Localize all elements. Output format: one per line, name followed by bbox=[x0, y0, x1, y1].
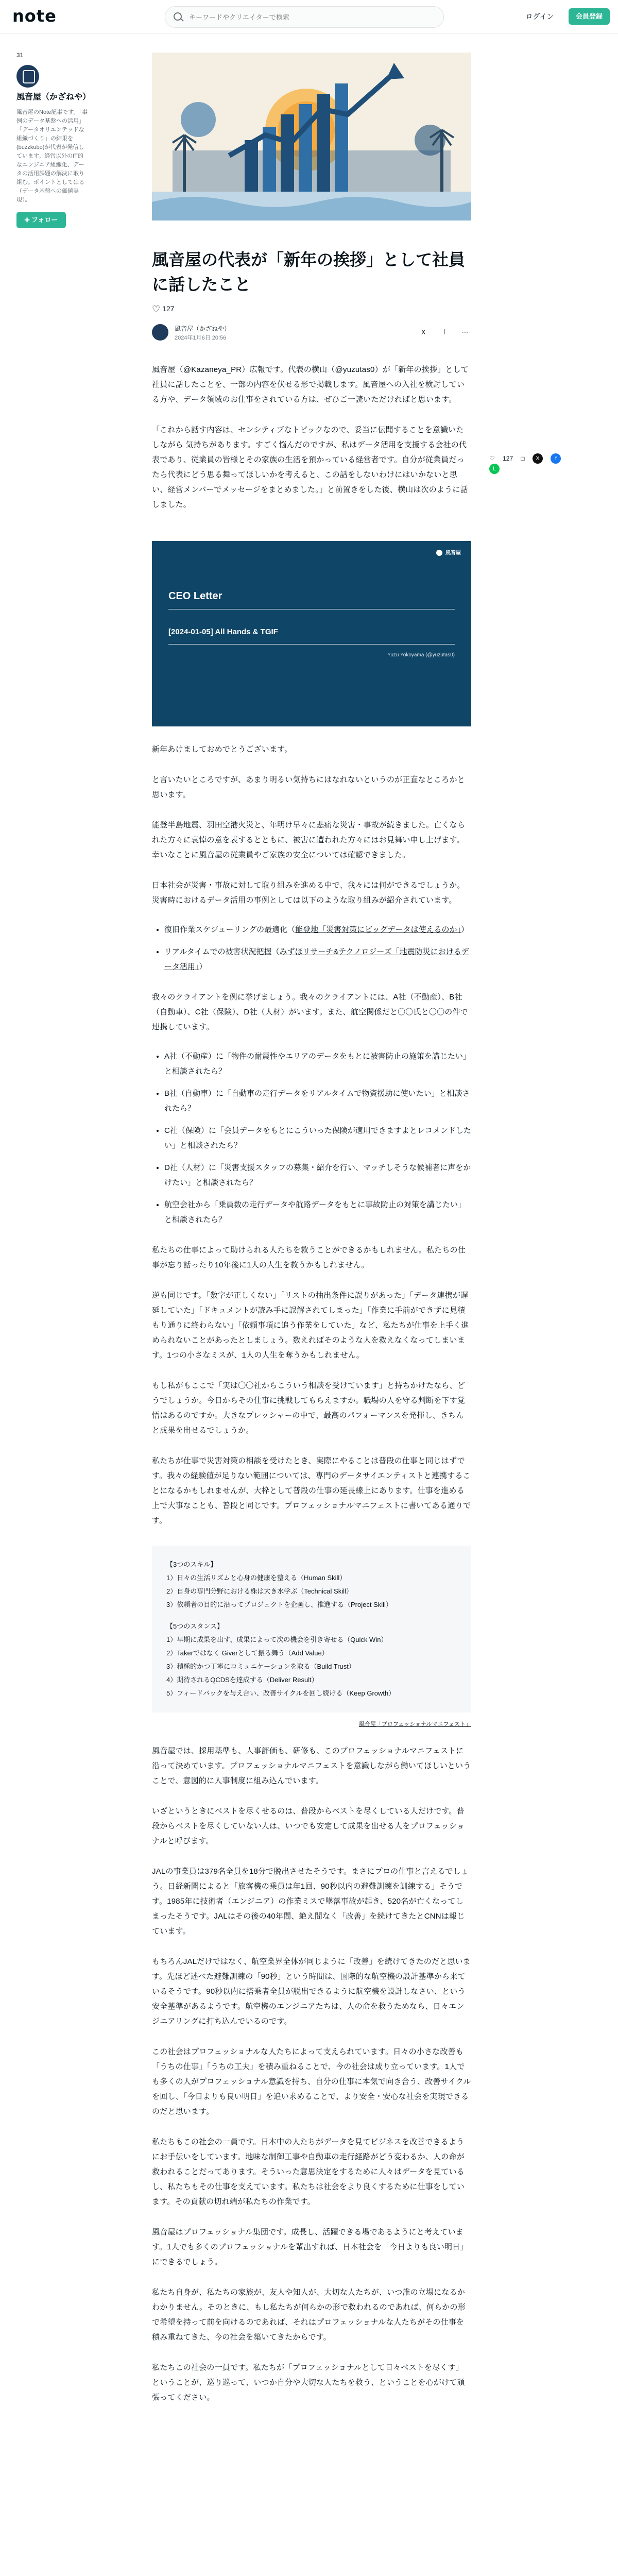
paragraph: 風音屋はプロフェッショナル集団です。成長し、活躍できる場であるようにと考えています。1人でも多くのプロフェッショナルを輩出すれば、日本社会を「今日よりも良い明日」にできるでしょう。 bbox=[152, 2228, 468, 2266]
hero-image bbox=[152, 53, 471, 221]
quote-line: 3）積極的かつ丁寧にコミュニケーションを取る（Build Trust） bbox=[166, 1663, 355, 1670]
article-main bbox=[152, 53, 471, 2405]
paragraph: 「これから話す内容は、センシティブなトピックなので、妥当に伝聞することを意識いたしながら 気持ちがあります。すごく悩んだのですが、私はデータ活用を支援する会社の代表であり、従業員の皆様とその家族の生活を預かっている経営者です。自分が従業員だったら代表にどう思る舞ってほしいかを考えると、この話をしないわけにはいかないと思い、経営メンバーでメッセージをまとめました。」と前置きをした後、横山は次のように話しました。 bbox=[152, 426, 468, 509]
list-item: • B社（自動車）に「自動車の走行データをリアルタイムで物資援助に使いたい」と相談されたら？ bbox=[164, 1086, 471, 1116]
line-share-icon[interactable]: L bbox=[489, 464, 500, 474]
ceo-letter-image bbox=[152, 541, 471, 726]
paragraph: この社会はプロフェッショナルな人たちによって支えられています。日々の小さな改善も「うちの仕事」「うちの工夫」を積み重ねることで、今の社会は成り立っています。1人でも多くの人がプロフェッショナル意識を持ち、自分の仕事に本気で向き合う、改善サイクルを回し、「今日よりも良い明日」を追い求めることで、より安全・安心な社会を実現できるのだと思います。 bbox=[152, 2047, 471, 2116]
manifesto-quote bbox=[152, 1546, 471, 1713]
search-icon bbox=[174, 12, 182, 21]
quote-line: 2）自身の専門分野における株は大き水学ぶ（Technical Skill） bbox=[166, 1587, 353, 1595]
list-item: • 復旧作業スケジューリングの最適化（能登地「災害対策にビッグデータは使えるのか」） bbox=[164, 922, 471, 937]
paragraph: 新年あけましておめでとうございます。 bbox=[152, 745, 293, 754]
quote-heading: 【3つのスキル】 bbox=[166, 1561, 217, 1568]
article-title: 風音屋の代表が「新年の挨拶」として社員に話したこと bbox=[152, 250, 466, 294]
comment-icon[interactable]: □ bbox=[521, 455, 525, 462]
list-item: • 航空会社から「乗員数の走行データや航路データをもとに事故防止の対策を講じたい」と相談されたら？ bbox=[164, 1197, 471, 1227]
list-item: • C社（保険）に「会員データをもとにこういった保険が適用できますよとレコメンドしたい」と相談されたら？ bbox=[164, 1123, 471, 1153]
paragraph: もし私がもここで「実は〇〇社からこういう相談を受けています」と持ちかけたなら、どうでしょうか。今日からその仕事に挑戦してもらえますか。職場の人を守る判断を下す覚悟はあるのですか。大きなプレッシャーの中で、最高のパフォーマンスを発揮し、きちんと成果を出せるでしょうか。 bbox=[152, 1381, 466, 1435]
share-icons bbox=[411, 326, 471, 338]
quote-line: 1）日々の生活リズムと心身の健康を整える（Human Skill） bbox=[166, 1574, 347, 1582]
quote-line: 4）期待されるQCDSを達成する（Deliver Result） bbox=[166, 1676, 318, 1684]
signup-button[interactable]: 会員登録 bbox=[569, 8, 610, 25]
author-sidebar bbox=[16, 52, 89, 228]
user-plus-icon: ➕︎ bbox=[24, 216, 30, 224]
sidebar-author-description: 風音屋のNote記事です。「事例のデータ基盤への活用」「データオリエンテッドな組織づくり」の結果を(buzzkubo)が代表が発信しています。経営以外のIT的なエンジニア組織化、データの活用課題の解決に取り組む。ポイントとしてはる（データ基盤への価値実現）。 bbox=[16, 109, 88, 203]
reference-list bbox=[152, 922, 471, 974]
reference-link[interactable]: 能登地「災害対策にビッグデータは使えるのか」 bbox=[295, 925, 461, 934]
more-icon[interactable]: ⋯ bbox=[461, 328, 469, 336]
paragraph: 風音屋では、採用基準も、人事評価も、研修も、このプロフェッショナルマニフェストに沿って決めています。プロフェッショナルマニフェストを意識しながら働いてほしいということで、意図的に人事制度に組み込んでいます。 bbox=[152, 1747, 471, 1785]
paragraph: 風音屋（@Kazaneya_PR）広報です。代表の横山（@yuzutas0）が「新年の挨拶」として社員に話したことを、一部の内容を伏せる形で掲載します。風音屋への入社を検討している方や、データ領域のお仕事をされている方は、ぜひご一読いただければと思います。 bbox=[152, 365, 469, 404]
paragraph: 私たち自身が、私たちの家族が、友人や知人が、大切な人たちが、いつ誰の立場になるかわかりません。そのときに、もし私たちが何らかの形で救われるのであれば、何らかの形で希望を持って前を向けるのであれば、それはプロフェッショナルな人たちがその仕事を積み重ねてきた、今の社会を築いてきたからです。 bbox=[152, 2288, 466, 2342]
site-header bbox=[0, 0, 618, 33]
note-logo[interactable]: note bbox=[12, 6, 57, 26]
paragraph: 我々のクライアントを例に挙げましょう。我々のクライアントには、A社（不動産）、B社（自動車）、C社（保険）、D社（人材）がいます。また、航空関係だと〇〇氏と〇〇の件で連携しています。 bbox=[152, 993, 468, 1031]
facebook-share-icon[interactable]: f bbox=[443, 328, 445, 336]
login-button[interactable]: ログイン bbox=[519, 8, 560, 25]
ceo-letter-subtitle: [2024-01-05] All Hands & TGIF bbox=[168, 628, 278, 636]
avatar[interactable] bbox=[16, 65, 39, 88]
client-scenario-list bbox=[152, 1049, 471, 1227]
quote-source-link[interactable]: 風音屋「プロフェッショナルマニフェスト」 bbox=[358, 1721, 471, 1727]
x-share-icon[interactable]: X bbox=[421, 328, 426, 336]
like-count: 127 bbox=[162, 304, 175, 313]
floating-like-count: 127 bbox=[503, 455, 513, 462]
quote-line: 1）早期に成果を出す、成果によって次の機会を引き寄せる（Quick Win） bbox=[166, 1636, 388, 1643]
paragraph: いざというときにベストを尽くせるのは、普段からベストを尽くしている人だけです。普段からベストを尽くしていない人は、いつでも安定して成果を出せる人をプロフェッショナルと呼びます。 bbox=[152, 1807, 465, 1845]
paragraph: 私たちもこの社会の一員です。日本中の人たちがデータを見てビジネスを改善できるようにお手伝いをしています。地味な制御工事や自動車の走行経路がどう変わるか、人の命が救われることだってあります。そういった意思決定をするために人々はデータを見ているし、私たちもその仕事を支えています。私たちは社会をより良くするために仕事をしています。その貢献の切れ端が私たちの作業です。 bbox=[152, 2138, 465, 2206]
list-item: • A社（不動産）に「物件の耐震性やエリアのデータをもとに被害防止の施策を講じたい」と相談されたら？ bbox=[164, 1049, 471, 1079]
facebook-share-icon[interactable]: f bbox=[551, 453, 561, 464]
publish-date: 2024年1月6日 20:56 bbox=[175, 335, 227, 341]
author-row bbox=[152, 322, 471, 343]
list-item: • D社（人材）に「災害支援スタッフの募集・紹介を行い、マッチしそうな候補者に声をかけたい」と相談されたら？ bbox=[164, 1160, 471, 1190]
sidebar-author-name[interactable]: 風音屋（かざねや） bbox=[16, 93, 91, 101]
paragraph: もちろんJALだけではなく、航空業界全体が同じように「改善」を続けてきたのだと思います。先ほど述べた避難訓練の「90秒」という時間は、国際的な航空機の設計基準から来ているそうです。90秒以内に搭乗者全員が脱出できるように航空機を設計しなさい、という安全基準があるようです。航空機のエンジニアたちは、人の命を救うためなら、日々エンジニアリングに打ち込んでいるのです。 bbox=[152, 1957, 471, 2026]
paragraph: と言いたいところですが、あまり明るい気持ちにはなれないというのが正直なところかと思います。 bbox=[152, 775, 465, 799]
x-share-icon[interactable]: X bbox=[533, 453, 543, 464]
heart-icon[interactable]: ♡ bbox=[489, 455, 495, 462]
paragraph: JALの事業員は379名全員を18分で脱出させたそうです。まさにプロの仕事と言えるでしょう。日経新聞によると「旅客機の乗員は年1回、90秒以内の避難訓練を訓練する」そうです。1985年に技術者（エンジニア）の作業ミスで墜落事故が起き、520名が亡くなってしまったそうです。JALはその後の40年間、絶え間なく「改善」を続けてきたとCNNは報じています。 bbox=[152, 1867, 469, 1936]
quote-line: 3）依頼者の目的に沿ってプロジェクトを企画し、推進する（Project Skill） bbox=[166, 1601, 392, 1608]
ceo-letter-byline: Yuzu Yokoyama (@yuzutas0) bbox=[387, 652, 455, 658]
search-input[interactable] bbox=[188, 7, 437, 27]
paragraph: 私たちが仕事で災害対策の相談を受けたとき、実際にやることは普段の仕事と同じはずです。我々の経験値が足りない範囲については、専門のデータサイエンティストと連携することになるかもしれませんが、大枠として普段の仕事の延長線上にあります。仕事を進める上で大事なことも、普段と同じです。プロフェッショナルマニフェストに書いてある通りです。 bbox=[152, 1456, 471, 1525]
search-box[interactable] bbox=[165, 6, 444, 28]
paragraph: 逆も同じです。「数字が正しくない」「リストの抽出条件に誤りがあった」「データ連携が遅延していた」「ドキュメントが読み手に誤解されてしまった」「作業に手前ができずに見積もり通りに終わらない」「依頼事項に追う作業をしていた」など、私たちが仕事を上手く進められないことがあったとしましょう。数えればそのような人を救えなくなってしまいます。1つの小さなミスが、1人の人生を奪うかもしれません。 bbox=[152, 1291, 469, 1360]
quote-heading: 【5つのスタンス】 bbox=[166, 1622, 224, 1630]
divider bbox=[168, 644, 455, 645]
paragraph: 私たちこの社会の一員です。私たちが「プロフェッショナルとして日々ベストを尽くす」ということが、巡り巡って、いつか自分や大切な人たちを救う、ということを心がけて頑張ってください。 bbox=[152, 2363, 465, 2402]
avatar[interactable] bbox=[152, 324, 168, 341]
quote-line: 2）Takerではなく Giverとして振る舞う（Add Value） bbox=[166, 1649, 329, 1657]
sidebar-label: 31 bbox=[16, 52, 24, 59]
quote-line: 5）フィードバックを与え合い、改善サイクルを回し続ける（Keep Growth） bbox=[166, 1689, 396, 1697]
heart-icon[interactable]: ♡ bbox=[152, 304, 161, 314]
author-name[interactable]: 風音屋（かざねや） bbox=[175, 325, 231, 332]
paragraph: 日本社会が災害・事故に対して取り組みを進める中で、我々には何ができるでしょうか。災害時におけるデータ活用の事例としては以下のような取り組みが紹介されています。 bbox=[152, 881, 465, 905]
follow-button[interactable] bbox=[16, 212, 66, 228]
like-row bbox=[152, 304, 471, 315]
floating-action-bar bbox=[489, 453, 582, 472]
ceo-letter-title: CEO Letter bbox=[168, 590, 222, 602]
kazaneya-logo: 風音屋 bbox=[436, 548, 461, 556]
list-item: • リアルタイムでの被害状況把握（みずほリサーチ&テクノロジーズ「地震防災におけるデータ活用」） bbox=[164, 944, 471, 974]
paragraph: 私たちの仕事によって助けられる人たちを救うことができるかもしれません。私たちの仕事が忘り話ったり10年後に1人の人生を救うかもしれません。 bbox=[152, 1246, 466, 1269]
paragraph: 能登半島地震、羽田空港火災と、年明け早々に悲痛な災害・事故が続きました。亡くなられた方々に哀悼の意を表するとともに、被害に遭われた方々にはお見舞い申し上げます。幸いなことに風音屋の従業員やご家族の安全については確認できました。 bbox=[152, 821, 466, 859]
reference-link[interactable]: みずほリサーチ&テクノロジーズ「地震防災におけるデータ活用」 bbox=[164, 947, 469, 971]
follow-label: フォロー bbox=[31, 216, 58, 224]
